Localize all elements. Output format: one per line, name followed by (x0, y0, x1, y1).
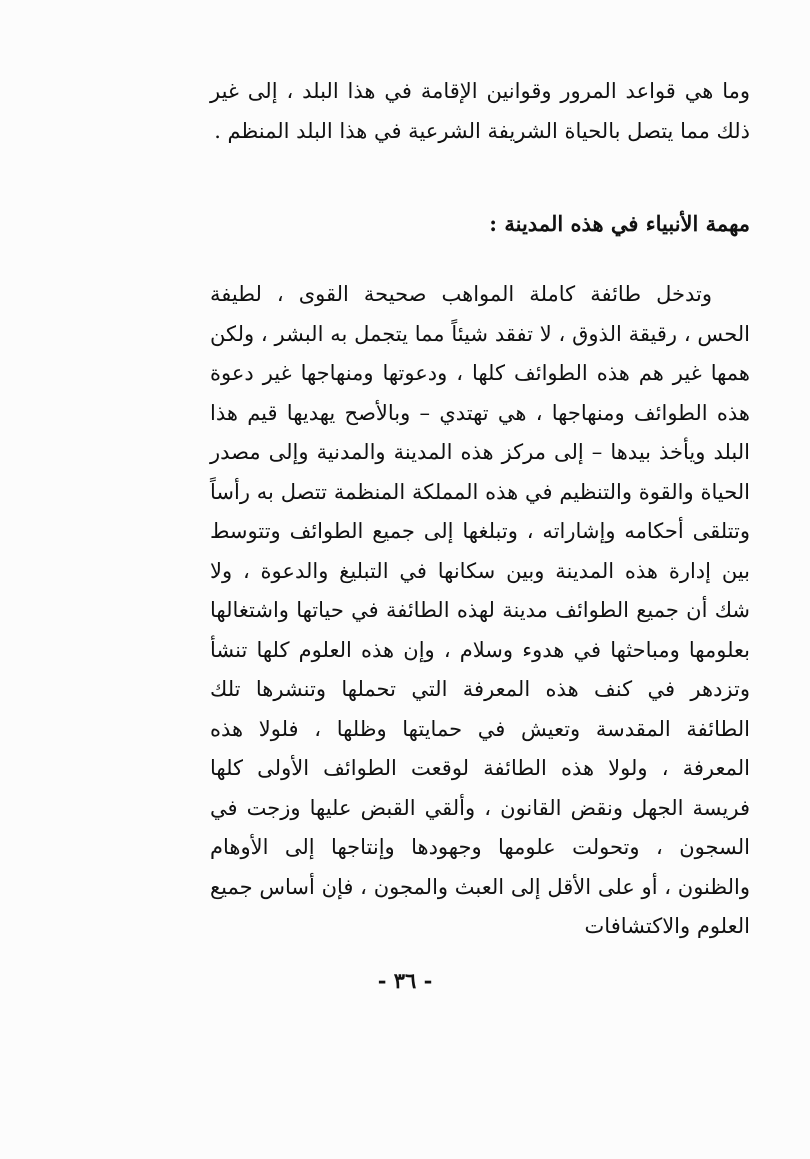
intro-paragraph: وما هي قواعد المرور وقوانين الإقامة في هذا البلد ، إلى غير ذلك مما يتصل بالحياة الشريفة الشرعية في هذا البلد المنظم . (210, 79, 750, 143)
section-heading: مهمة الأنبياء في هذه المدينة : (489, 211, 750, 236)
body-paragraph: وتدخل طائفة كاملة المواهب صحيحة القوى ، لطيفة الحس ، رقيقة الذوق ، لا تفقد شيئاً مما يتجمل به البشر ، ولكن همها غير هم هذه الطوائف كلها ، ودعوتها ومنهاجها غير دعوة هذه الطوائف ومنهاجها ، هي تهتدي – وبالأصح يهديها قيم هذا البلد ويأخذ بيدها – إلى مركز هذه المدينة والمدنية وإلى مصدر الحياة والقوة والتنظيم في هذه المملكة المنظمة تتصل به رأساً وتتلقى أحكامه وإشاراته ، وتبلغها إلى جميع الطوائف وتتوسط بين إدارة هذه المدينة وبين سكانها في التبليغ والدعوة ، ولا شك أن جميع الطوائف مدينة لهذه الطائفة في حياتها واشتغالها بعلومها ومباحثها في هدوء وسلام ، وإن هذه العلوم كلها تنشأ وتزدهر في كنف هذه المعرفة التي تحملها وتنشرها تلك الطائفة المقدسة وتعيش في حمايتها وظلها ، فلولا هذه المعرفة ، ولولا هذه الطائفة لوقعت الطوائف الأولى كلها فريسة الجهل ونقض القانون ، وألقي القبض عليها وزجت في السجون ، وتحولت علومها وجهودها وإنتاجها إلى الأوهام والظنون ، أو على الأقل إلى العبث والمجون ، فإن أساس جميع العلوم والاكتشافات (210, 282, 750, 938)
page-number: - ٣٦ - (377, 968, 433, 993)
